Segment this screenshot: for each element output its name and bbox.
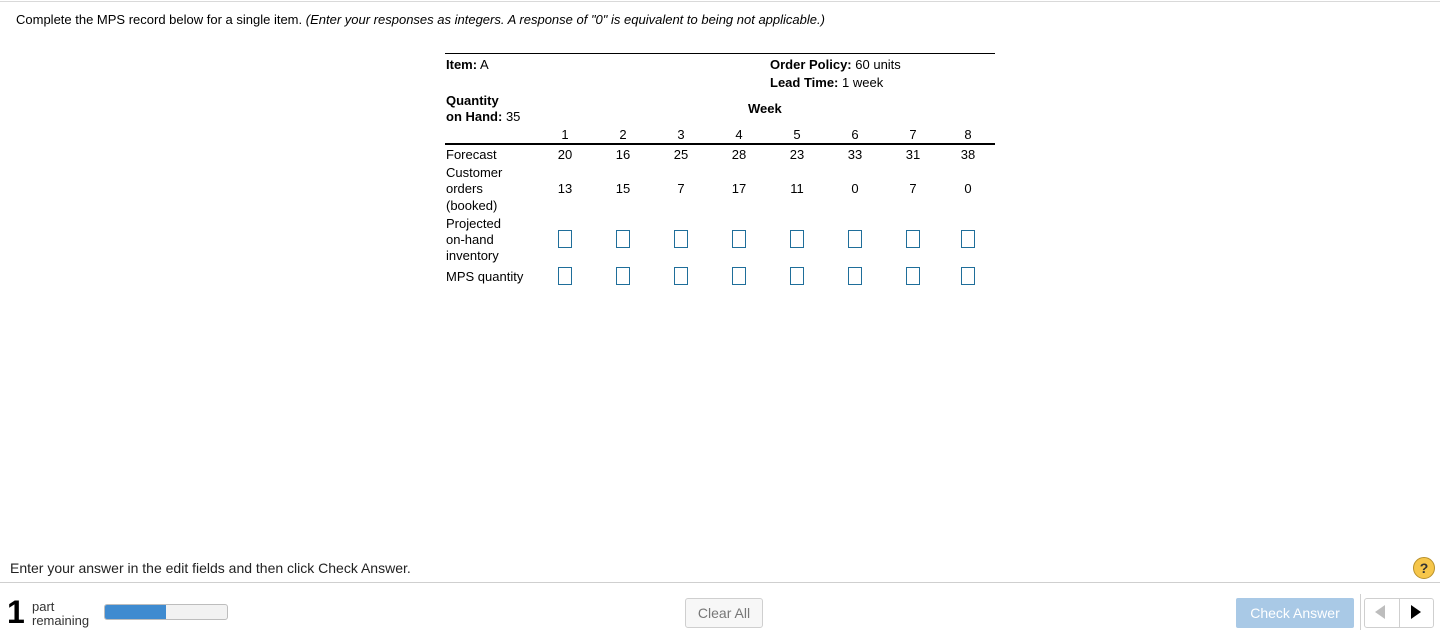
week-number-4: 4 xyxy=(735,127,743,142)
forecast-value-4: 28 xyxy=(731,147,747,162)
instructions xyxy=(16,12,825,27)
week-number-5: 5 xyxy=(793,127,801,142)
forecast-value-2: 16 xyxy=(615,147,631,162)
lead-time-line xyxy=(770,75,883,90)
projected-inventory-input-week-7[interactable] xyxy=(906,230,920,248)
forecast-value-8: 38 xyxy=(960,147,976,162)
customer-orders-value-1: 13 xyxy=(557,181,573,196)
projected-inventory-input-week-3[interactable] xyxy=(674,230,688,248)
projected-label-2: on-hand xyxy=(446,232,494,247)
mps-quantity-input-week-8[interactable] xyxy=(961,267,975,285)
projected-inventory-input-week-2[interactable] xyxy=(616,230,630,248)
customer-orders-value-3: 7 xyxy=(677,181,685,196)
mps-quantity-input-week-1[interactable] xyxy=(558,267,572,285)
item-line xyxy=(446,57,489,72)
mps-quantity-input-week-5[interactable] xyxy=(790,267,804,285)
customer-orders-value-5: 11 xyxy=(790,181,804,196)
mps-quantity-input-week-4[interactable] xyxy=(732,267,746,285)
customer-orders-value-4: 17 xyxy=(731,181,747,196)
mps-quantity-input-week-7[interactable] xyxy=(906,267,920,285)
week-number-3: 3 xyxy=(677,127,685,142)
table-top-rule xyxy=(445,53,995,54)
week-number-1: 1 xyxy=(561,127,569,142)
mps-quantity-input-week-2[interactable] xyxy=(616,267,630,285)
mps-quantity-input-week-3[interactable] xyxy=(674,267,688,285)
order-policy-value: 60 units xyxy=(855,57,901,72)
nav-divider xyxy=(1399,599,1400,627)
week-header: Week xyxy=(748,101,782,116)
week-number-7: 7 xyxy=(909,127,917,142)
parts-remaining-count: 1 xyxy=(7,594,25,630)
footer-divider xyxy=(0,582,1440,583)
projected-inventory-input-week-8[interactable] xyxy=(961,230,975,248)
item-label: Item: xyxy=(446,57,478,72)
forecast-value-1: 20 xyxy=(557,147,573,162)
customer-orders-value-2: 15 xyxy=(615,181,631,196)
parts-remaining-label-1: part xyxy=(32,599,55,614)
week-header-rule xyxy=(445,143,995,145)
forecast-value-7: 31 xyxy=(905,147,921,162)
help-icon[interactable]: ? xyxy=(1413,557,1435,579)
parts-remaining-label-2: remaining xyxy=(32,613,90,628)
order-policy-line xyxy=(770,57,901,72)
qoh-label-line2: on Hand: xyxy=(446,109,503,124)
week-number-8: 8 xyxy=(964,127,972,142)
mps-quantity-input-week-6[interactable] xyxy=(848,267,862,285)
projected-inventory-input-week-6[interactable] xyxy=(848,230,862,248)
lead-time-label: Lead Time: xyxy=(770,75,839,90)
forecast-value-3: 25 xyxy=(673,147,689,162)
lead-time-value: 1 week xyxy=(842,75,884,90)
projected-inventory-input-week-1[interactable] xyxy=(558,230,572,248)
customer-orders-label-3: (booked) xyxy=(446,198,498,213)
projected-label-1: Projected xyxy=(446,216,501,231)
projected-label-3: inventory xyxy=(446,248,499,263)
item-value: A xyxy=(479,57,489,72)
bottom-hint: Enter your answer in the edit fields and then click Check Answer. xyxy=(10,560,411,576)
nav-separator xyxy=(1360,594,1361,630)
progress-fill xyxy=(105,605,166,619)
customer-orders-value-8: 0 xyxy=(964,181,972,196)
customer-orders-value-6: 0 xyxy=(851,181,859,196)
question-nav xyxy=(1364,598,1434,628)
instructions-note: (Enter your responses as integers. A response of "0" is equivalent to being not applicable.) xyxy=(305,12,825,27)
qoh-label-line1: Quantity xyxy=(446,93,499,108)
clear-all-button[interactable]: Clear All xyxy=(685,598,763,628)
projected-inventory-input-week-4[interactable] xyxy=(732,230,746,248)
next-arrow-icon[interactable] xyxy=(1411,605,1421,619)
week-number-6: 6 xyxy=(851,127,859,142)
previous-arrow-icon[interactable] xyxy=(1375,605,1385,619)
qoh-value: 35 xyxy=(505,109,521,124)
customer-orders-label-1: Customer xyxy=(446,165,503,180)
mps-quantity-label: MPS quantity xyxy=(446,269,524,284)
customer-orders-value-7: 7 xyxy=(909,181,917,196)
forecast-value-5: 23 xyxy=(789,147,805,162)
instructions-main: Complete the MPS record below for a single item. xyxy=(16,12,303,27)
projected-inventory-input-week-5[interactable] xyxy=(790,230,804,248)
week-number-2: 2 xyxy=(619,127,627,142)
check-answer-button[interactable]: Check Answer xyxy=(1236,598,1354,628)
customer-orders-label-2: orders xyxy=(446,181,483,196)
progress-bar xyxy=(104,604,228,620)
qoh-line2 xyxy=(446,109,520,124)
top-divider xyxy=(0,1,1440,2)
forecast-value-6: 33 xyxy=(847,147,863,162)
order-policy-label: Order Policy: xyxy=(770,57,852,72)
forecast-label: Forecast xyxy=(446,147,497,162)
